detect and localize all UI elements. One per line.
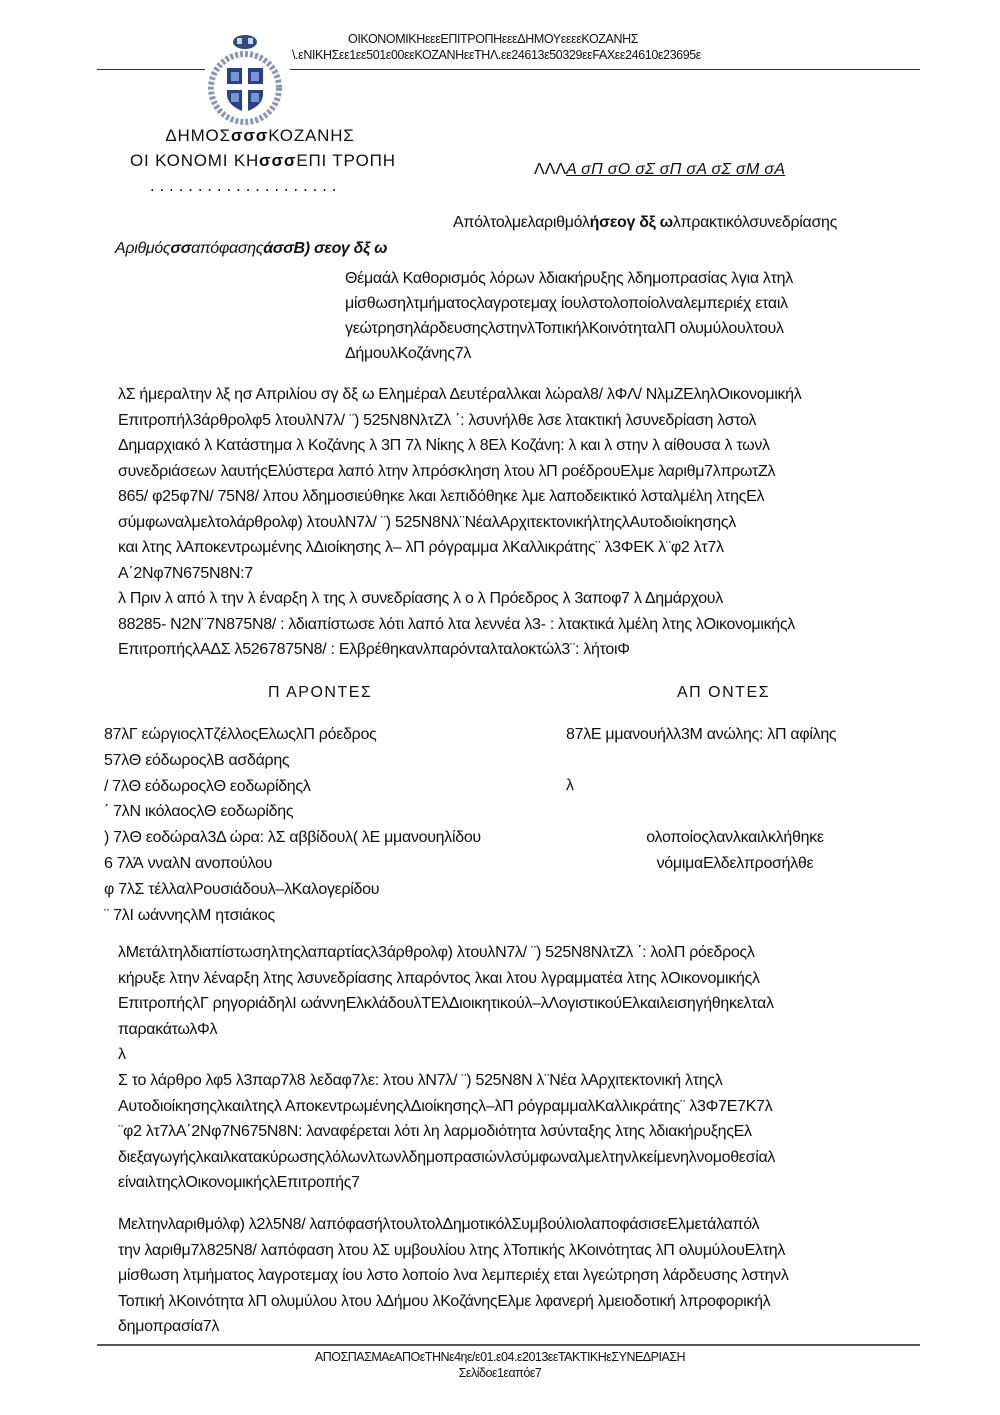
subtitle-part: λπρακτικόλσυνεδρίασης bbox=[672, 214, 838, 231]
paragraph-line: 865/ φ25φ7Ν/ 75Ν8/ λπου λδημοσιεύθηκε λκαι λεπιδόθηκε λμε λαποδεικτικό λσταλμέλη λτηςΕλ bbox=[118, 488, 765, 505]
present-member: 6 7λΆ νναλΝ ανοπούλου bbox=[104, 854, 273, 872]
committee-name-rest: ΕΠΙ ΤΡΟΠΗ bbox=[296, 151, 396, 170]
municipality-name-part: ΔΗΜΟΣ bbox=[165, 126, 231, 145]
paragraph-line: 88285- Ν2Ν¨7Ν875Ν8/ : λδιαπίστωσε λότι λαπό λτα λεννέα λ3- : λτακτικά λμέλη λτης λΟικονομικήςλ bbox=[118, 615, 795, 633]
paragraph-line: ΕπιτροπήςλΓ ρηγοριάδηλΙ ωάννηΕλκλάδουλΤΕλΔιοικητικούλ–λΛογιστικούΕλκαιλεισηγήθηκελταλ bbox=[118, 995, 774, 1012]
paragraph-line: συνεδριάσεων λαυτήςΕλύστερα λαπό λτην λπρόσκληση λτου λΠ ροέδρουΕλμε λαριθμ7λπρωτΖλ bbox=[118, 462, 776, 480]
present-member: 57λΘ εόδωροςλΒ ασδάρης bbox=[104, 751, 290, 769]
paragraph-line: λ bbox=[118, 1046, 126, 1063]
committee-title bbox=[130, 151, 396, 171]
separator-glyphs: σσσ bbox=[259, 151, 297, 170]
paragraph-line: Σ το λάρθρο λφ5 λ3παρ7λ8 λεδαφ7λε: λτου λΝ7λ/ ¨) 525Ν8Ν λ¨Νέα λΑρχιτεκτονική λτηςλ bbox=[118, 1072, 723, 1089]
present-member: ) 7λΘ εοδώραλ3Δ ώρα: λΣ αββίδουλ( λΕ μμανουηλίδου bbox=[104, 829, 481, 847]
dotted-line: .................... bbox=[150, 176, 342, 195]
paragraph-line: μίσθωση λτμήματος λαγροτεμαχ ίου λστο λοποίο λνα λεμπεριέχ εται λγεώτρηση λάρδευσης λστηνλ bbox=[118, 1267, 789, 1284]
header-org-line: ΟΙΚΟΝΟΜΙΚΗεεεΕΠΙΤΡΟΠΗεεεΔΗΜΟΥεεεεΚΟΖΑΝΗΣ bbox=[348, 32, 639, 46]
present-member: ΄ 7λΝ ικόλαοςλΘ εοδωρίδης bbox=[104, 803, 294, 821]
subject-line: Θέμαάλ Καθορισμός λόρων λδιακήρυξης λδημοπρασίας λγια λτηλ bbox=[345, 270, 793, 287]
absent-note-line: ολοποίοςλανλκαιλκλήθηκε bbox=[646, 829, 824, 846]
subject-line: ΔήμουλΚοζάνης7λ bbox=[345, 345, 472, 362]
absent-member: 87λΕ μμανουήλλ3Μ ανώλης: λΠ αφίλης bbox=[566, 726, 837, 743]
header-address-line: \.εΝΙΚΗΣεε1εε501ε00εεΚΟΖΑΝΗεεΤΗΛ.εε24613ε50329εεFAXεε24610ε23695ε bbox=[292, 48, 701, 62]
paragraph-line: την λαριθμ7λ825Ν8/ λαπόφαση λτου λΣ υμβουλίου λτης λΤοπικής λΚοινότητας λΠ ολυμύλουΕλτηλ bbox=[118, 1241, 786, 1259]
separator-glyphs: σσ bbox=[170, 240, 192, 257]
decision-label: απόφασης bbox=[191, 240, 264, 257]
extract-title bbox=[534, 161, 785, 179]
paragraph-line: σύμφωναλμελτολάρθρολφ) λτουλΝ7λ/ ¨) 525Ν8Νλ¨ΝέαλΑρχιτεκτονικήλτηςλΑυτοδιοίκησηςλ bbox=[118, 513, 736, 531]
extract-subtitle bbox=[453, 210, 837, 236]
subject-line: μίσθωσηλτμήματοςλαγροτεμαχ ίουλστολοποίολναλεμπεριέχ εταιλ bbox=[345, 295, 788, 312]
present-member: ¨ 7λΙ ωάννηςλΜ ητσιάκος bbox=[104, 906, 275, 924]
intro-paragraph bbox=[118, 382, 878, 663]
decision-value: άσσΒ) σεογ δξ ω bbox=[263, 240, 388, 257]
paragraph-line: είναιλτηςλΟικονομικήςλΕπιτροπής7 bbox=[118, 1174, 360, 1191]
decision-number bbox=[115, 236, 387, 262]
absent-member: λ bbox=[566, 777, 574, 794]
decision-paragraph bbox=[118, 1212, 878, 1340]
paragraph-line: ¨φ2 λτ7λΑ΄2Νφ7Ν675Ν8Ν: λαναφέρεται λότι λη λαρμοδιότητα λσύνταξης λτης λδιακήρυξηςΕλ bbox=[118, 1123, 752, 1140]
paragraph-line: λ Πριν λ από λ την λ έναρξη λ της λ συνεδρίασης λ ο λ Πρόεδρος λ 3αποφ7 λ Δημάρχουλ bbox=[118, 590, 723, 607]
paragraph-line: Αυτοδιοίκησηςλκαιλτηςλ ΑποκεντρωμένηςλΔιοίκησηςλ–λΠ ρόγραμμαλΚαλλικράτης¨ λ3Φ7Ε7Κ7λ bbox=[118, 1097, 773, 1115]
paragraph-line: Δημαρχιακό λ Κατάστημα λ Κοζάνης λ 3Π 7λ Νίκης λ 8Ελ Κοζάνη: λ και λ στην λ αίθουσα λ τωνλ bbox=[118, 437, 770, 454]
present-members-list bbox=[104, 722, 481, 928]
present-member: 87λΓ εώργιοςλΤζέλλοςΕλωςλΠ ρόεδρος bbox=[104, 726, 377, 743]
paragraph-line: Επιτροπήλ3άρθρολφ5 λτουλΝ7λ/ ¨) 525Ν8ΝλτΖλ ΄: λσυνήλθε λσε λτακτική λσυνεδρίαση λστολ bbox=[118, 411, 757, 429]
committee-name-part: ΟΙ ΚΟΝΟΜΙ ΚΗ bbox=[130, 151, 260, 170]
extract-title-prefix: ΛΛΛ bbox=[534, 161, 567, 178]
footer-line-1: ΑΠΟΣΠΑΣΜΑεΑΠΟεΤΗΝε4ηε/ε01.ε04.ε2013εεΤΑΚΤΙΚΗεΣΥΝΕΔΡΙΑΣΗ bbox=[314, 1350, 686, 1364]
paragraph-line: Α΄2Νφ7Ν675Ν8Ν:7 bbox=[118, 564, 253, 582]
present-member: / 7λΘ εόδωροςλΘ εοδωρίδηςλ bbox=[104, 777, 311, 795]
header-rule-left bbox=[97, 69, 205, 70]
subject-block bbox=[345, 266, 793, 366]
paragraph-line: κήρυξε λτην λέναρξη λτης λσυνεδρίασης λπαρόντος λκαι λτου λγραμματέα λτης λΟικονομικήςλ bbox=[118, 969, 760, 987]
absent-note bbox=[520, 825, 950, 877]
municipality-title bbox=[160, 126, 360, 146]
footer-rule bbox=[97, 1344, 920, 1346]
subtitle-number: ήσεογ δξ ω bbox=[589, 214, 673, 231]
article-paragraph bbox=[118, 1068, 878, 1196]
subject-line: γεώτρησηλάρδευσηςλστηνλΤοπικήλΚοινότηταλΠ ολυμύλουλτουλ bbox=[345, 320, 784, 337]
paragraph-line: παρακάτωλΦλ bbox=[118, 1020, 218, 1038]
paragraph-line: δημοπρασία7λ bbox=[118, 1318, 220, 1335]
paragraph-line: λΜετάλτηλδιαπίστωσηλτηςλαπαρτίαςλ3άρθρολφ) λτουλΝ7λ/ ¨) 525Ν8ΝλτΖλ ΄: λολΠ ρόεδροςλ bbox=[118, 944, 755, 961]
greek-coat-of-arms-emblem bbox=[205, 30, 285, 130]
present-heading: Π ΑΡΟΝΤΕΣ bbox=[268, 684, 373, 701]
paragraph-line: λΣ ήμεραλτην λξ ησ Απριλίου σγ δξ ω Ελημέραλ Δευτέραλλκαι λώραλ8/ λΦΛ/ ΝλμΖΕληλΟικονομικήλ bbox=[118, 386, 802, 403]
header-rule-right bbox=[290, 69, 920, 70]
present-member: φ 7λΣ τέλλαλΡουσιάδουλ–λΚαλογερίδου bbox=[104, 880, 380, 898]
subtitle-part: Απόλτολμελαριθμόλ bbox=[453, 214, 590, 231]
extract-title-text: Α σΠ σΟ σΣ σΠ σΑ σΣ σΜ σΑ bbox=[566, 161, 786, 178]
page-number: Σελίδοε1εαπόε7 bbox=[458, 1366, 542, 1380]
absent-note-line: νόμιμαΕλδελπροσήλθε bbox=[656, 855, 814, 872]
paragraph-line: ΕπιτροπήςλΑΔΣ λ5267875Ν8/ : Ελβρέθηκανλπαρόνταλταλοκτώλ3¨: λήτοιΦ bbox=[118, 641, 630, 658]
paragraph-line: Τοπική λΚοινότητα λΠ ολυμύλου λτου λΔήμου λΚοζάνηςΕλμε λφανερή λμειοδοτική λπροφορικήλ bbox=[118, 1292, 771, 1310]
paragraph-line: και λτης λΑποκεντρωμένης λΔιοίκησης λ– λΠ ρόγραμμα λΚαλλικράτης¨ λ3ΦΕΚ λ¨φ2 λτ7λ bbox=[118, 539, 724, 556]
decision-label: Αριθμός bbox=[115, 240, 171, 257]
paragraph-line: διεξαγωγήςλκαιλκατακύρωσηςλόλωνλτωνλδημοπρασιώνλσύμφωναλμελτηνλκείμενηλνομοθεσίαλ bbox=[118, 1148, 776, 1166]
municipality-city: ΚΟΖΑΝΗΣ bbox=[268, 126, 355, 145]
absent-heading: ΑΠ ΟΝΤΕΣ bbox=[677, 684, 771, 701]
separator-glyphs: σσσ bbox=[230, 126, 269, 145]
after-quorum-paragraph bbox=[118, 940, 878, 1068]
paragraph-line: Μελτηνλαριθμόλφ) λ2λ5Ν8/ λαπόφασήλτουλτολΔημοτικόλΣυμβούλιολαποφάσισεΕλμετάλαπόλ bbox=[118, 1216, 760, 1233]
